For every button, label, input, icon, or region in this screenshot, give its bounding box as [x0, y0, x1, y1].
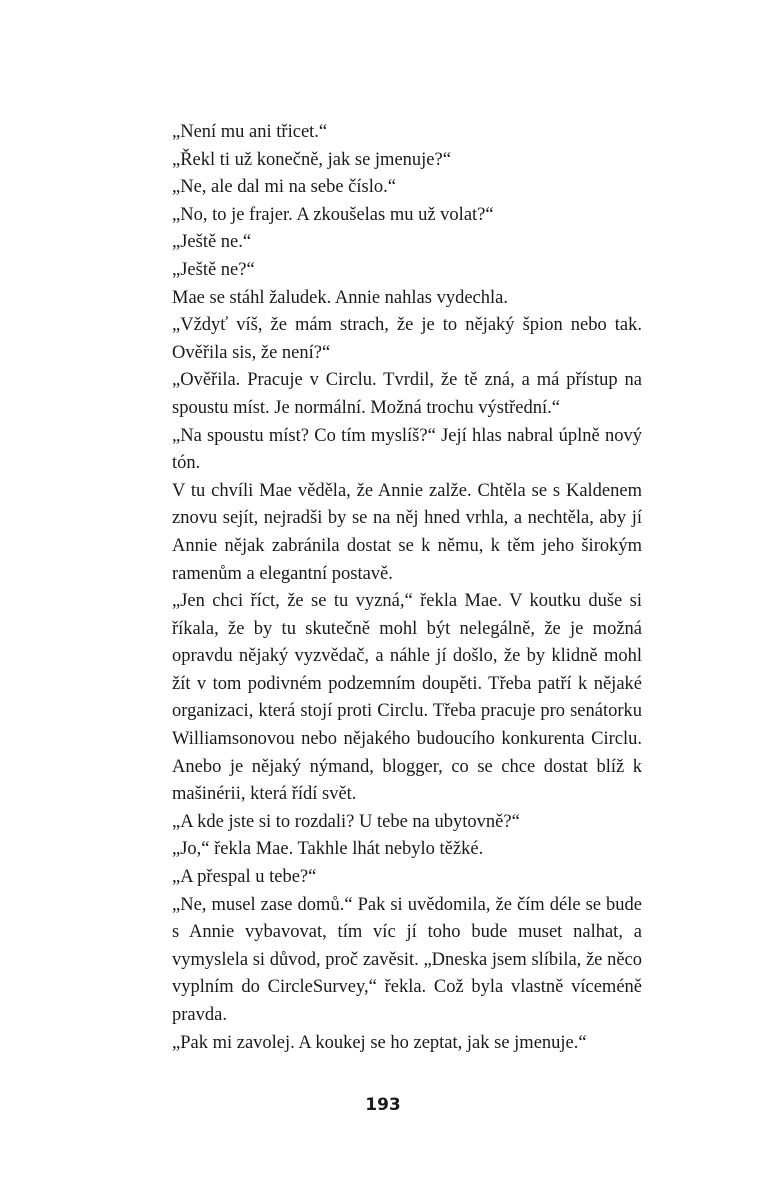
paragraph: „Vždyť víš, že mám strach, že je to nějaký špion nebo tak. Ověřila sis, že není?“: [172, 315, 642, 363]
paragraph: „A kde jste si to rozdali? U tebe na ubytovně?“: [172, 811, 520, 832]
paragraph: V tu chvíli Mae věděla, že Annie zalže. Chtěla se s Kaldenem znovu sejít, nejradši by se na něj hned vrhla, a nechtěla, aby jí Annie nějak zabránila dostat se k němu, k těm jeho širokým ramenům a elegantní postavě.: [172, 480, 642, 584]
paragraph: „Ještě ne?“: [172, 259, 255, 280]
paragraph: „Řekl ti už konečně, jak se jmenuje?“: [172, 149, 451, 170]
paragraph: „Ověřila. Pracuje v Circlu. Tvrdil, že tě zná, a má přístup na spoustu míst. Je normální. Možná trochu výstřední.“: [172, 370, 642, 418]
paragraph: „Není mu ani třicet.“: [172, 122, 328, 142]
paragraph: „Ještě ne.“: [172, 232, 252, 253]
paragraph: „Na spoustu míst? Co tím myslíš?“ Její hlas nabral úplně nový tón.: [172, 425, 642, 474]
paragraph: Mae se stáhl žaludek. Annie nahlas vydechla.: [172, 287, 508, 308]
paragraph: „Ne, ale dal mi na sebe číslo.“: [172, 177, 396, 198]
paragraph: „Pak mi zavolej. A koukej se ho zeptat, jak se jmenuje.“: [172, 1032, 587, 1053]
paragraph: „Jen chci říct, že se tu vyzná,“ řekla Mae. V koutku duše si říkala, že by tu skutečně mohl být nelegálně, že je možná opravdu nějaký vyzvědač, a náhle jí došlo, že by klidně mohl žít v tom podivném podzemním doupěti. Třeba patří k nějaké organizaci, která stojí proti Circlu. Třeba pracuje pro senátorku Williamsonovou nebo nějakého budoucího konkurenta Circlu. Anebo je nějaký nýmand, blogger, co se chce dostat blíž k mašinérii, která řídí svět.: [172, 591, 642, 805]
paragraph: „Ne, musel zase domů.“ Pak si uvědomila, že čím déle se bude s Annie vybavovat, tím víc jí toho bude muset nalhat, a vymyslela si důvod, proč zavěsit. „Dneska jsem slíbila, že něco vyplním do CircleSurvey,“ řekla. Což byla vlastně víceméně pravda.: [172, 894, 642, 1025]
paragraph: „No, to je frajer. A zkoušelas mu už volat?“: [172, 204, 494, 225]
paragraph: „Jo,“ řekla Mae. Takhle lhát nebylo těžké.: [172, 839, 484, 860]
paragraph: „A přespal u tebe?“: [172, 867, 317, 888]
body-text: [172, 119, 642, 1057]
page-number: 193: [365, 1095, 401, 1115]
